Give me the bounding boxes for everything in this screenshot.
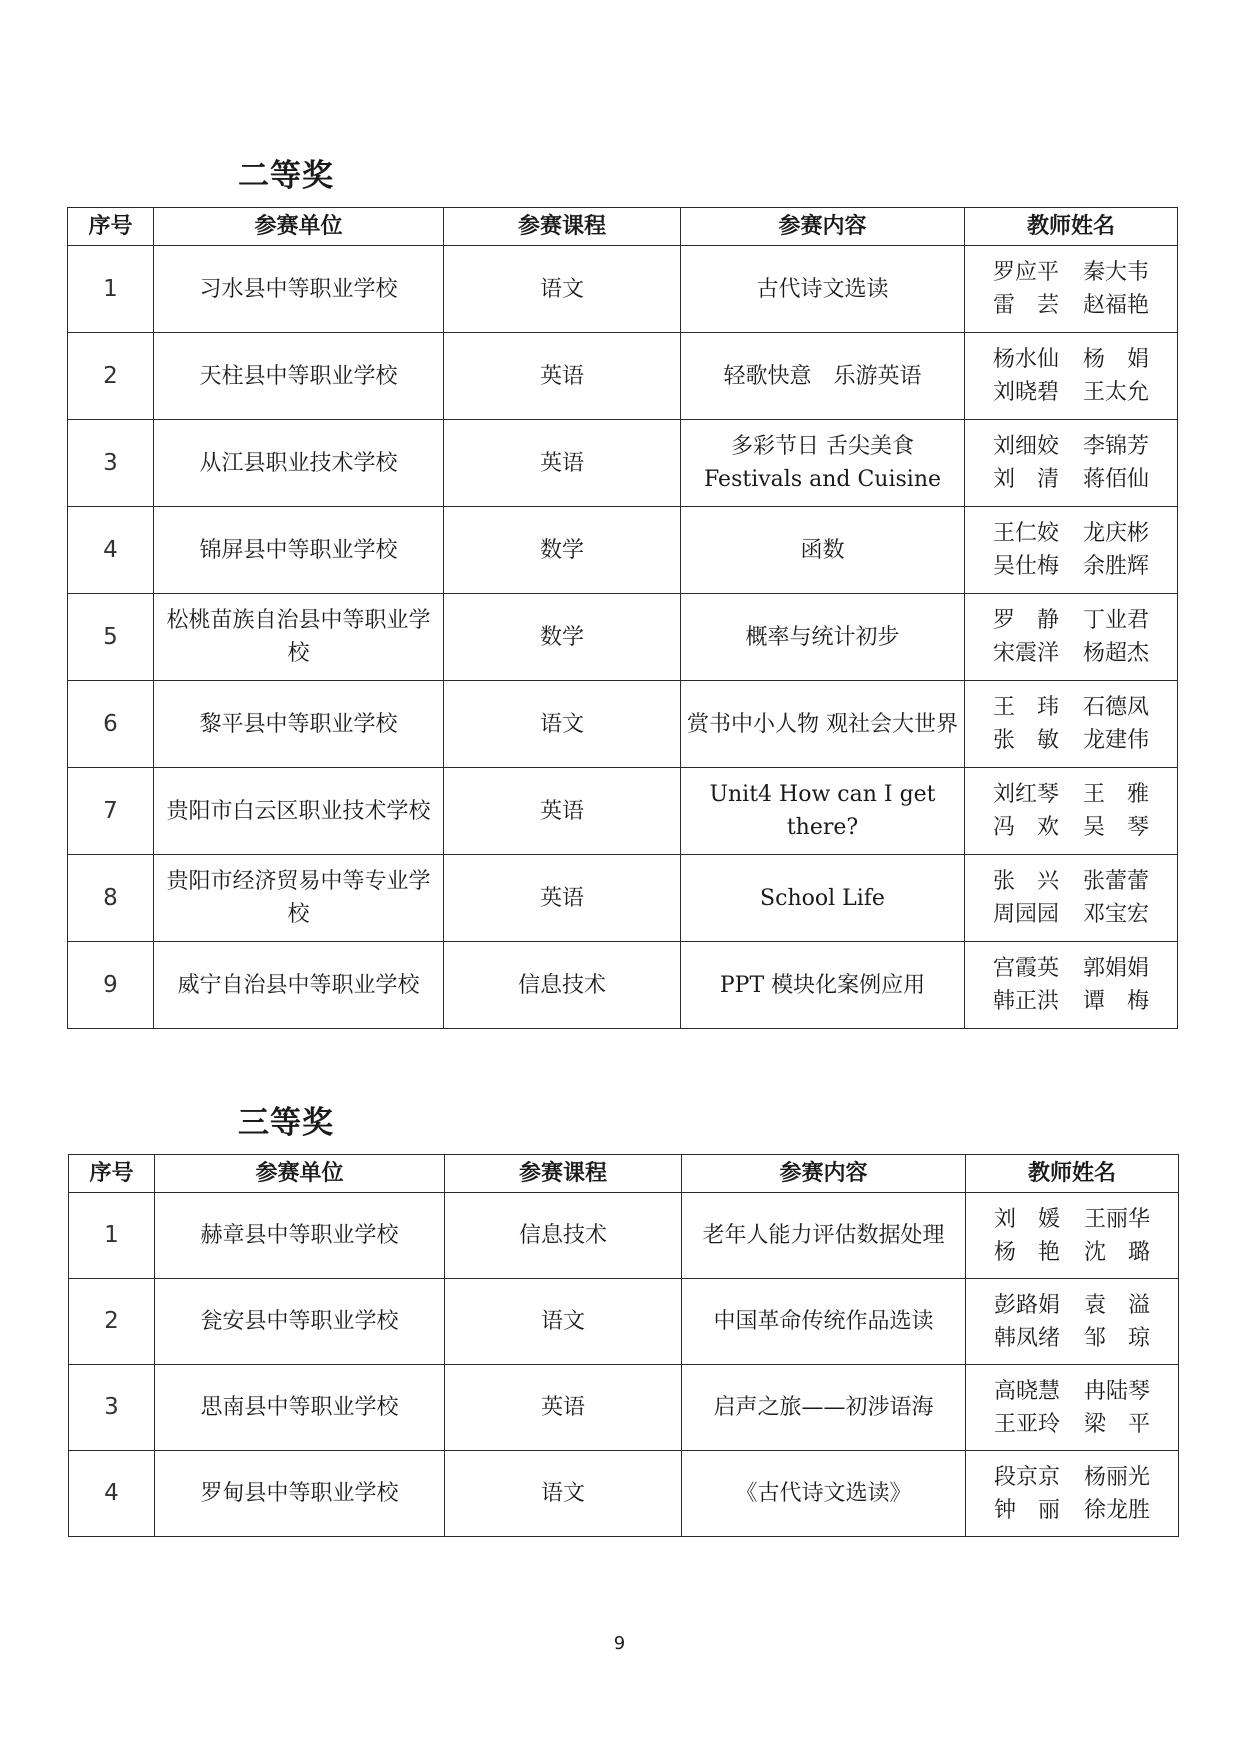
content-line: 赏书中小人物 观社会大世界 bbox=[687, 711, 958, 737]
cell-course: 英语 bbox=[444, 420, 681, 507]
cell-no: 3 bbox=[68, 420, 154, 507]
table-row bbox=[68, 333, 1178, 420]
teacher-name: 张蕾蕾 bbox=[1083, 869, 1150, 894]
teacher-list bbox=[993, 952, 1149, 1018]
cell-no: 8 bbox=[68, 855, 154, 942]
teacher-row bbox=[994, 1322, 1150, 1355]
teacher-row bbox=[993, 811, 1149, 844]
teacher-row bbox=[993, 691, 1149, 724]
table-row bbox=[68, 507, 1178, 594]
cell-teachers bbox=[965, 246, 1178, 333]
cell-course: 数学 bbox=[444, 507, 681, 594]
header-teachers: 教师姓名 bbox=[966, 1155, 1179, 1193]
cell-content bbox=[681, 420, 965, 507]
teacher-list bbox=[993, 430, 1149, 496]
cell-teachers bbox=[966, 1279, 1179, 1365]
table-row bbox=[68, 420, 1178, 507]
header-content: 参赛内容 bbox=[681, 208, 965, 246]
teacher-name: 彭路娟 bbox=[994, 1292, 1061, 1318]
teacher-name: 王仁姣 bbox=[993, 521, 1060, 546]
cell-course: 英语 bbox=[444, 855, 681, 942]
table-row bbox=[68, 681, 1178, 768]
cell-content bbox=[681, 855, 965, 942]
cell-unit: 贵阳市白云区职业技术学校 bbox=[154, 768, 444, 855]
teacher-name: 冯 欢 bbox=[993, 815, 1060, 840]
content-line: 概率与统计初步 bbox=[745, 624, 900, 650]
teacher-row bbox=[993, 898, 1149, 931]
teacher-row bbox=[993, 256, 1149, 289]
cell-teachers bbox=[965, 594, 1178, 681]
teacher-name: 韩正洪 bbox=[993, 989, 1060, 1014]
table-row bbox=[69, 1451, 1179, 1537]
teacher-name: 王 玮 bbox=[993, 695, 1060, 720]
teacher-name: 罗 静 bbox=[993, 608, 1060, 633]
cell-content bbox=[681, 333, 965, 420]
second-prize-table bbox=[67, 207, 1178, 1029]
teacher-row bbox=[993, 550, 1149, 583]
teacher-name: 周园园 bbox=[993, 902, 1060, 927]
cell-content bbox=[681, 594, 965, 681]
cell-unit: 松桃苗族自治县中等职业学校 bbox=[154, 594, 444, 681]
teacher-name: 雷 芸 bbox=[993, 293, 1060, 318]
teacher-name: 杨 艳 bbox=[994, 1239, 1061, 1265]
teacher-row bbox=[993, 952, 1149, 985]
content-line: 函数 bbox=[800, 537, 845, 563]
header-no: 序号 bbox=[68, 208, 154, 246]
cell-content bbox=[681, 681, 965, 768]
cell-no: 6 bbox=[68, 681, 154, 768]
teacher-row bbox=[993, 778, 1149, 811]
cell-course: 信息技术 bbox=[445, 1193, 682, 1279]
content-line: Unit4 How can I get there? bbox=[709, 782, 936, 840]
cell-content bbox=[682, 1279, 966, 1365]
header-teachers: 教师姓名 bbox=[965, 208, 1178, 246]
teacher-list bbox=[993, 865, 1149, 931]
table-row bbox=[68, 942, 1178, 1029]
table-row bbox=[68, 594, 1178, 681]
section-title-third-prize: 三等奖 bbox=[238, 1105, 334, 1141]
teacher-row bbox=[994, 1408, 1150, 1441]
teacher-row bbox=[993, 343, 1149, 376]
teacher-name: 钟 丽 bbox=[994, 1497, 1061, 1523]
cell-no: 2 bbox=[69, 1279, 155, 1365]
table-row bbox=[68, 855, 1178, 942]
table-row bbox=[68, 768, 1178, 855]
teacher-name: 徐龙胜 bbox=[1084, 1497, 1151, 1523]
teacher-name: 沈 璐 bbox=[1084, 1239, 1151, 1265]
teacher-list bbox=[993, 691, 1149, 757]
header-course: 参赛课程 bbox=[445, 1155, 682, 1193]
teacher-row bbox=[993, 637, 1149, 670]
content-line: 老年人能力评估数据处理 bbox=[702, 1223, 945, 1248]
cell-no: 1 bbox=[68, 246, 154, 333]
teacher-name: 高晓慧 bbox=[994, 1378, 1061, 1404]
cell-course: 英语 bbox=[444, 768, 681, 855]
cell-teachers bbox=[966, 1193, 1179, 1279]
teacher-name: 冉陆琴 bbox=[1084, 1378, 1151, 1404]
teacher-row bbox=[993, 604, 1149, 637]
cell-unit: 罗甸县中等职业学校 bbox=[155, 1451, 445, 1537]
table-row bbox=[69, 1279, 1179, 1365]
cell-content bbox=[682, 1451, 966, 1537]
content-line: School Life bbox=[760, 885, 885, 911]
cell-no: 3 bbox=[69, 1365, 155, 1451]
teacher-name: 吴仕梅 bbox=[993, 554, 1060, 579]
teacher-name: 杨 娟 bbox=[1083, 347, 1150, 372]
cell-teachers bbox=[965, 855, 1178, 942]
cell-no: 5 bbox=[68, 594, 154, 681]
teacher-name: 邹 琼 bbox=[1084, 1325, 1151, 1351]
teacher-name: 赵福艳 bbox=[1083, 293, 1150, 318]
table-header-row bbox=[68, 208, 1178, 246]
cell-course: 英语 bbox=[445, 1365, 682, 1451]
teacher-row bbox=[994, 1289, 1150, 1322]
teacher-name: 谭 梅 bbox=[1083, 989, 1150, 1014]
content-line: 古代诗文选读 bbox=[756, 276, 889, 302]
teacher-name: 蒋佰仙 bbox=[1083, 467, 1150, 492]
cell-unit: 思南县中等职业学校 bbox=[155, 1365, 445, 1451]
content-line: 轻歌快意 乐游英语 bbox=[723, 363, 922, 389]
teacher-name: 梁 平 bbox=[1084, 1411, 1151, 1437]
teacher-list bbox=[993, 343, 1149, 409]
table-header-row bbox=[69, 1155, 1179, 1193]
cell-course: 语文 bbox=[445, 1279, 682, 1365]
cell-unit: 黎平县中等职业学校 bbox=[154, 681, 444, 768]
cell-no: 2 bbox=[68, 333, 154, 420]
cell-course: 英语 bbox=[444, 333, 681, 420]
cell-content bbox=[681, 768, 965, 855]
teacher-name: 韩凤绪 bbox=[994, 1325, 1061, 1351]
cell-unit: 瓮安县中等职业学校 bbox=[155, 1279, 445, 1365]
teacher-name: 王太允 bbox=[1083, 380, 1150, 405]
teacher-row bbox=[994, 1461, 1150, 1494]
teacher-name: 李锦芳 bbox=[1083, 434, 1150, 459]
teacher-row bbox=[994, 1494, 1150, 1527]
cell-course: 数学 bbox=[444, 594, 681, 681]
cell-teachers bbox=[965, 333, 1178, 420]
teacher-name: 郭娟娟 bbox=[1083, 956, 1150, 981]
cell-content bbox=[681, 942, 965, 1029]
teacher-row bbox=[994, 1203, 1150, 1236]
teacher-name: 丁业君 bbox=[1083, 608, 1150, 633]
teacher-name: 罗应平 bbox=[993, 260, 1060, 285]
cell-content bbox=[681, 507, 965, 594]
teacher-name: 杨水仙 bbox=[993, 347, 1060, 372]
teacher-list bbox=[994, 1461, 1150, 1527]
cell-unit: 锦屏县中等职业学校 bbox=[154, 507, 444, 594]
header-course: 参赛课程 bbox=[444, 208, 681, 246]
teacher-name: 张 兴 bbox=[993, 869, 1060, 894]
teacher-name: 王亚玲 bbox=[994, 1411, 1061, 1437]
cell-unit: 习水县中等职业学校 bbox=[154, 246, 444, 333]
header-no: 序号 bbox=[69, 1155, 155, 1193]
teacher-name: 杨丽光 bbox=[1084, 1464, 1151, 1490]
teacher-name: 刘 媛 bbox=[994, 1206, 1061, 1232]
header-unit: 参赛单位 bbox=[154, 208, 444, 246]
teacher-name: 张 敏 bbox=[993, 728, 1060, 753]
cell-no: 1 bbox=[69, 1193, 155, 1279]
cell-teachers bbox=[965, 420, 1178, 507]
cell-course: 信息技术 bbox=[444, 942, 681, 1029]
teacher-list bbox=[994, 1375, 1150, 1441]
header-content: 参赛内容 bbox=[682, 1155, 966, 1193]
cell-no: 4 bbox=[69, 1451, 155, 1537]
cell-teachers bbox=[965, 507, 1178, 594]
teacher-name: 龙建伟 bbox=[1083, 728, 1150, 753]
cell-no: 7 bbox=[68, 768, 154, 855]
teacher-row bbox=[993, 376, 1149, 409]
teacher-name: 龙庆彬 bbox=[1083, 521, 1150, 546]
cell-no: 4 bbox=[68, 507, 154, 594]
page-number: 9 bbox=[613, 1633, 626, 1654]
teacher-list bbox=[993, 517, 1149, 583]
cell-teachers bbox=[965, 681, 1178, 768]
teacher-name: 王 雅 bbox=[1083, 782, 1150, 807]
teacher-list bbox=[994, 1203, 1150, 1269]
teacher-name: 段京京 bbox=[994, 1464, 1061, 1490]
table-row bbox=[69, 1193, 1179, 1279]
cell-teachers bbox=[966, 1451, 1179, 1537]
content-line: 中国革命传统作品选读 bbox=[713, 1309, 934, 1334]
teacher-row bbox=[994, 1236, 1150, 1269]
teacher-list bbox=[993, 604, 1149, 670]
teacher-name: 宋震洋 bbox=[993, 641, 1060, 666]
content-line: Festivals and Cuisine bbox=[703, 467, 942, 492]
teacher-row bbox=[993, 430, 1149, 463]
cell-teachers bbox=[965, 768, 1178, 855]
teacher-name: 刘晓碧 bbox=[993, 380, 1060, 405]
teacher-row bbox=[993, 463, 1149, 496]
teacher-row bbox=[993, 289, 1149, 322]
cell-unit: 从江县职业技术学校 bbox=[154, 420, 444, 507]
teacher-name: 石德凤 bbox=[1083, 695, 1150, 720]
teacher-row bbox=[993, 985, 1149, 1018]
cell-teachers bbox=[966, 1365, 1179, 1451]
cell-content bbox=[682, 1193, 966, 1279]
teacher-row bbox=[993, 724, 1149, 757]
teacher-name: 王丽华 bbox=[1084, 1206, 1151, 1232]
cell-unit: 威宁自治县中等职业学校 bbox=[154, 942, 444, 1029]
cell-content bbox=[681, 246, 965, 333]
content-line: 多彩节日 舌尖美食 bbox=[731, 434, 914, 459]
cell-course: 语文 bbox=[445, 1451, 682, 1537]
cell-content bbox=[682, 1365, 966, 1451]
teacher-name: 秦大韦 bbox=[1083, 260, 1150, 285]
teacher-name: 余胜辉 bbox=[1083, 554, 1150, 579]
content-line: 启声之旅——初涉语海 bbox=[713, 1395, 934, 1420]
cell-unit: 贵阳市经济贸易中等专业学校 bbox=[154, 855, 444, 942]
teacher-row bbox=[994, 1375, 1150, 1408]
cell-no: 9 bbox=[68, 942, 154, 1029]
teacher-row bbox=[993, 865, 1149, 898]
header-unit: 参赛单位 bbox=[155, 1155, 445, 1193]
teacher-name: 杨超杰 bbox=[1083, 641, 1150, 666]
section-title-second-prize: 二等奖 bbox=[238, 158, 334, 194]
teacher-name: 邓宝宏 bbox=[1083, 902, 1150, 927]
teacher-name: 袁 溢 bbox=[1084, 1292, 1151, 1318]
table-row bbox=[68, 246, 1178, 333]
cell-unit: 天柱县中等职业学校 bbox=[154, 333, 444, 420]
teacher-row bbox=[993, 517, 1149, 550]
teacher-name: 刘红琴 bbox=[993, 782, 1060, 807]
teacher-list bbox=[993, 778, 1149, 844]
teacher-name: 宫霞英 bbox=[993, 956, 1060, 981]
teacher-name: 刘细姣 bbox=[993, 434, 1060, 459]
cell-teachers bbox=[965, 942, 1178, 1029]
teacher-name: 刘 清 bbox=[993, 467, 1060, 492]
cell-course: 语文 bbox=[444, 681, 681, 768]
teacher-name: 吴 琴 bbox=[1083, 815, 1150, 840]
teacher-list bbox=[993, 256, 1149, 322]
third-prize-table bbox=[68, 1154, 1179, 1537]
cell-unit: 赫章县中等职业学校 bbox=[155, 1193, 445, 1279]
table-row bbox=[69, 1365, 1179, 1451]
content-line: PPT 模块化案例应用 bbox=[719, 972, 926, 998]
content-line: 《古代诗文选读》 bbox=[735, 1481, 912, 1506]
teacher-list bbox=[994, 1289, 1150, 1355]
cell-course: 语文 bbox=[444, 246, 681, 333]
